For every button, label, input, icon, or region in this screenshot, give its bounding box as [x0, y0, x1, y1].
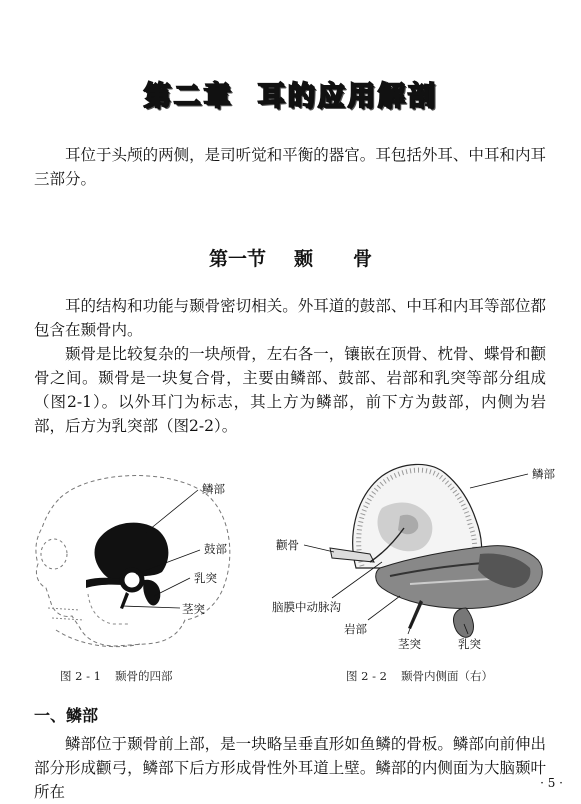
label-tympanic: 鼓部 — [204, 542, 227, 556]
subsection-title: 一、鳞部 — [34, 706, 99, 725]
section-number: 第一节 — [208, 248, 266, 270]
body-paragraph-2: 颞骨是比较复杂的一块颅骨，左右各一，镶嵌在顶骨、枕骨、蝶骨和颧骨之间。颞骨是一块复合骨，主要由鳞部、鼓部、岩部和乳突等部分组成（图2-1）。以外耳门为标志，其上方为鳞部，前下方为鼓部，内侧为岩部，后方为乳突部（图2-2）。 — [34, 345, 546, 435]
caption-number: 图 2 - 1 — [60, 669, 101, 683]
figure-2-1 — [20, 468, 260, 658]
figure-2-2-caption — [346, 668, 493, 684]
label-styloid-medial: 茎突 — [398, 637, 421, 651]
figure-2-2 — [270, 458, 565, 658]
last-paragraph: 鳞部位于颞骨前上部，是一块略呈垂直形如鱼鳞的骨板。鳞部向前伸出部分形成颧弓，鳞部下后方形成骨性外耳道上壁。鳞部的内侧面为大脑颞叶所在 — [34, 735, 546, 801]
chapter-number: 第二章 — [143, 81, 234, 112]
caption-number: 图 2 - 2 — [346, 669, 387, 683]
figure-2-1-caption — [60, 668, 173, 684]
page-number: · 5 · — [540, 776, 563, 790]
label-styloid: 茎突 — [182, 602, 205, 616]
caption-text: 颞骨内侧面（右） — [401, 669, 493, 683]
section-title — [0, 244, 581, 271]
temporal-bone-illustration — [270, 458, 565, 658]
caption-text: 颞骨的四部 — [115, 669, 173, 683]
label-squama-medial: 鳞部 — [532, 467, 555, 481]
label-zygomatic: 颧骨 — [276, 538, 299, 552]
chapter-name: 耳的应用解剖 — [257, 81, 438, 112]
chapter-title — [0, 74, 581, 113]
label-petrous: 岩部 — [344, 622, 367, 636]
section-title-char-2: 骨 — [353, 248, 373, 270]
label-mastoid-medial: 乳突 — [458, 637, 481, 651]
label-meningeal-groove: 脑膜中动脉沟 — [272, 600, 341, 614]
label-mastoid: 乳突 — [194, 571, 217, 585]
label-squama: 鳞部 — [202, 482, 225, 496]
body-paragraph-1: 耳的结构和功能与颞骨密切相关。外耳道的鼓部、中耳和内耳等部位都包含在颞骨内。 — [34, 297, 546, 339]
intro-paragraph: 耳位于头颅的两侧，是司听觉和平衡的器官。耳包括外耳、中耳和内耳三部分。 — [34, 146, 546, 188]
section-title-char-1: 颞 — [293, 248, 313, 270]
